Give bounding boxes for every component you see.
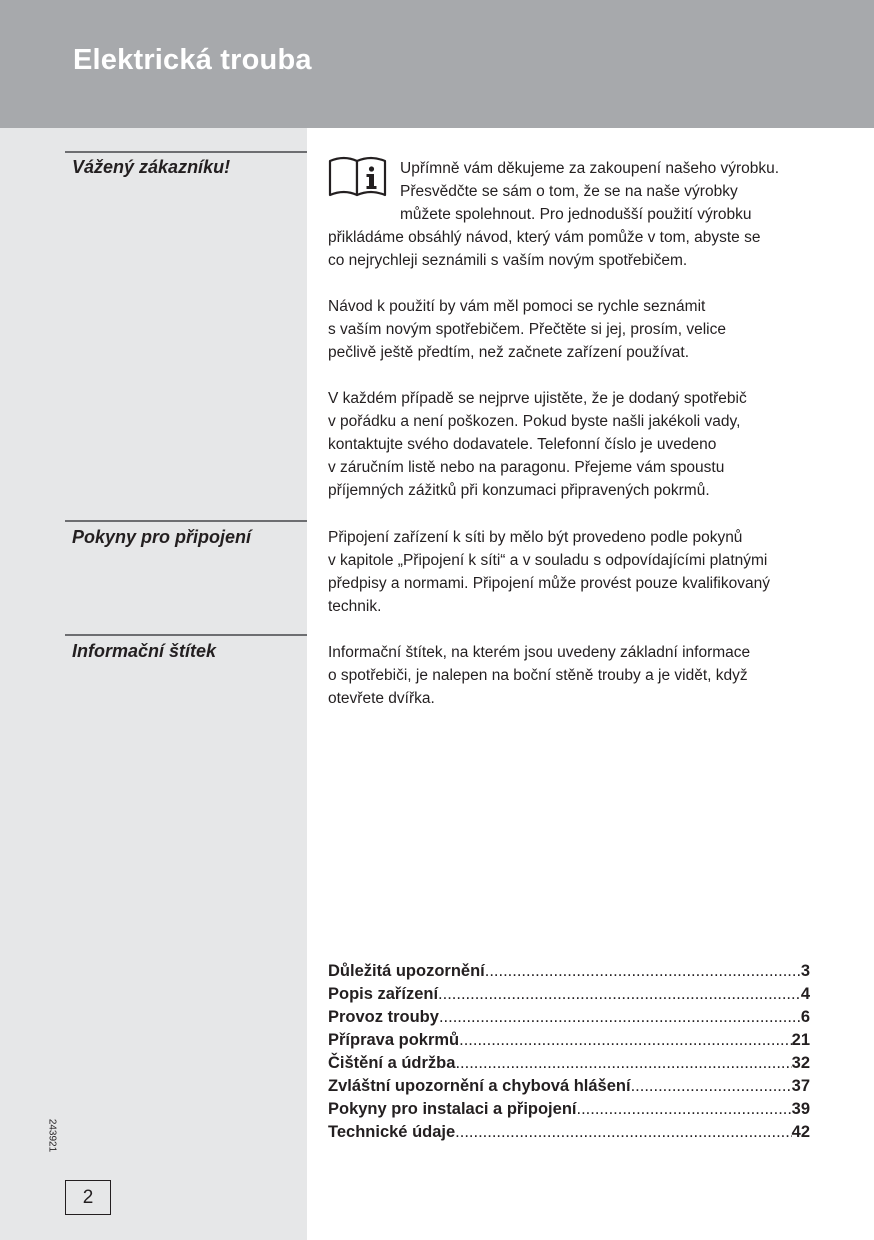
toc-entry-page: 3 — [800, 962, 810, 980]
section-divider — [65, 151, 307, 153]
toc-leader-dots — [455, 1054, 791, 1073]
toc-entry-title: Popis zařízení — [328, 985, 439, 1003]
header-bar — [0, 0, 874, 128]
text-line: o spotřebiči, je nalepen na boční stěně trouby a je vidět, když — [328, 667, 748, 684]
connection-paragraph — [328, 526, 770, 618]
toc-entry[interactable] — [328, 962, 810, 985]
toc-entry-page: 6 — [800, 1008, 810, 1026]
page-number: 2 — [65, 1180, 111, 1215]
text-line: co nejrychleji seznámili s vaším novým spotřebičem. — [328, 252, 688, 269]
text-line: Upřímně vám děkujeme za zakoupení našeho výrobku. — [400, 160, 780, 177]
section-label-dear-customer: Vážený zákazníku! — [72, 157, 231, 177]
toc-entry-page: 32 — [791, 1054, 810, 1072]
text-line: Přesvědčte se sám o tom, že se na naše výrobky — [400, 183, 738, 200]
section-label-connection: Pokyny pro připojení — [72, 527, 252, 547]
toc-leader-dots — [438, 985, 801, 1004]
toc-entry-title: Příprava pokrmů — [328, 1031, 460, 1049]
section-divider — [65, 520, 307, 522]
toc-entry-title: Čištění a údržba — [328, 1054, 456, 1072]
section-label-info-plate: Informační štítek — [72, 641, 217, 661]
text-line: s vaším novým spotřebičem. Přečtěte si jej, prosím, velice — [328, 321, 726, 338]
text-line: Připojení zařízení k síti by mělo být provedeno podle pokynů — [328, 529, 743, 546]
text-line: Informační štítek, na kterém jsou uvedeny základní informace — [328, 644, 751, 661]
toc-entry-page: 21 — [791, 1031, 810, 1049]
info-plate-paragraph — [328, 641, 750, 710]
page-title: Elektrická trouba — [73, 44, 312, 76]
toc-entry-title: Důležitá upozornění — [328, 962, 485, 980]
table-of-contents — [328, 962, 810, 1146]
text-line: Návod k použití by vám měl pomoci se rychle seznámit — [328, 298, 706, 315]
toc-leader-dots — [439, 1008, 801, 1027]
sidebar — [0, 128, 307, 1240]
toc-leader-dots — [459, 1031, 792, 1050]
toc-entry[interactable] — [328, 1123, 810, 1146]
toc-entry[interactable] — [328, 1054, 810, 1077]
toc-entry[interactable] — [328, 1008, 810, 1031]
toc-entry-page: 42 — [791, 1123, 810, 1141]
text-line: příjemných zážitků při konzumaci připravených pokrmů. — [328, 482, 710, 499]
toc-entry[interactable] — [328, 1031, 810, 1054]
text-line: předpisy a normami. Připojení může provést pouze kvalifikovaný — [328, 575, 770, 592]
intro-paragraph — [328, 157, 779, 272]
text-line: můžete spolehnout. Pro jednodušší použití výrobku — [400, 206, 752, 223]
manual-paragraph — [328, 295, 726, 364]
toc-entry-title: Pokyny pro instalaci a připojení — [328, 1100, 577, 1118]
toc-entry-title: Zvláštní upozornění a chybová hlášení — [328, 1077, 631, 1095]
toc-entry-page: 37 — [791, 1077, 810, 1095]
section-divider — [65, 634, 307, 636]
toc-leader-dots — [455, 1123, 791, 1142]
toc-entry[interactable] — [328, 1100, 810, 1123]
toc-entry[interactable] — [328, 1077, 810, 1100]
check-paragraph — [328, 387, 747, 502]
toc-leader-dots — [485, 962, 801, 981]
text-line: v kapitole „Připojení k síti“ a v souladu s odpovídajícími platnými — [328, 552, 768, 569]
text-line: v pořádku a není poškozen. Pokud byste našli jakékoli vady, — [328, 413, 741, 430]
text-line: otevřete dvířka. — [328, 690, 435, 707]
document-code: 243921 — [46, 1118, 58, 1153]
toc-leader-dots — [576, 1100, 791, 1119]
text-line: V každém případě se nejprve ujistěte, že je dodaný spotřebič — [328, 390, 747, 407]
text-line: kontaktujte svého dodavatele. Telefonní číslo je uvedeno — [328, 436, 717, 453]
toc-entry-page: 4 — [800, 985, 810, 1003]
toc-entry[interactable] — [328, 985, 810, 1008]
toc-entry-title: Provoz trouby — [328, 1008, 439, 1026]
toc-leader-dots — [631, 1077, 792, 1096]
toc-entry-page: 39 — [791, 1100, 810, 1118]
text-line: přikládáme obsáhlý návod, který vám pomůže v tom, abyste se — [328, 229, 761, 246]
text-line: technik. — [328, 598, 382, 615]
text-line: pečlivě ještě předtím, než začnete zařízení používat. — [328, 344, 689, 361]
text-line: v záručním listě nebo na paragonu. Přejeme vám spoustu — [328, 459, 725, 476]
toc-entry-title: Technické údaje — [328, 1123, 456, 1141]
